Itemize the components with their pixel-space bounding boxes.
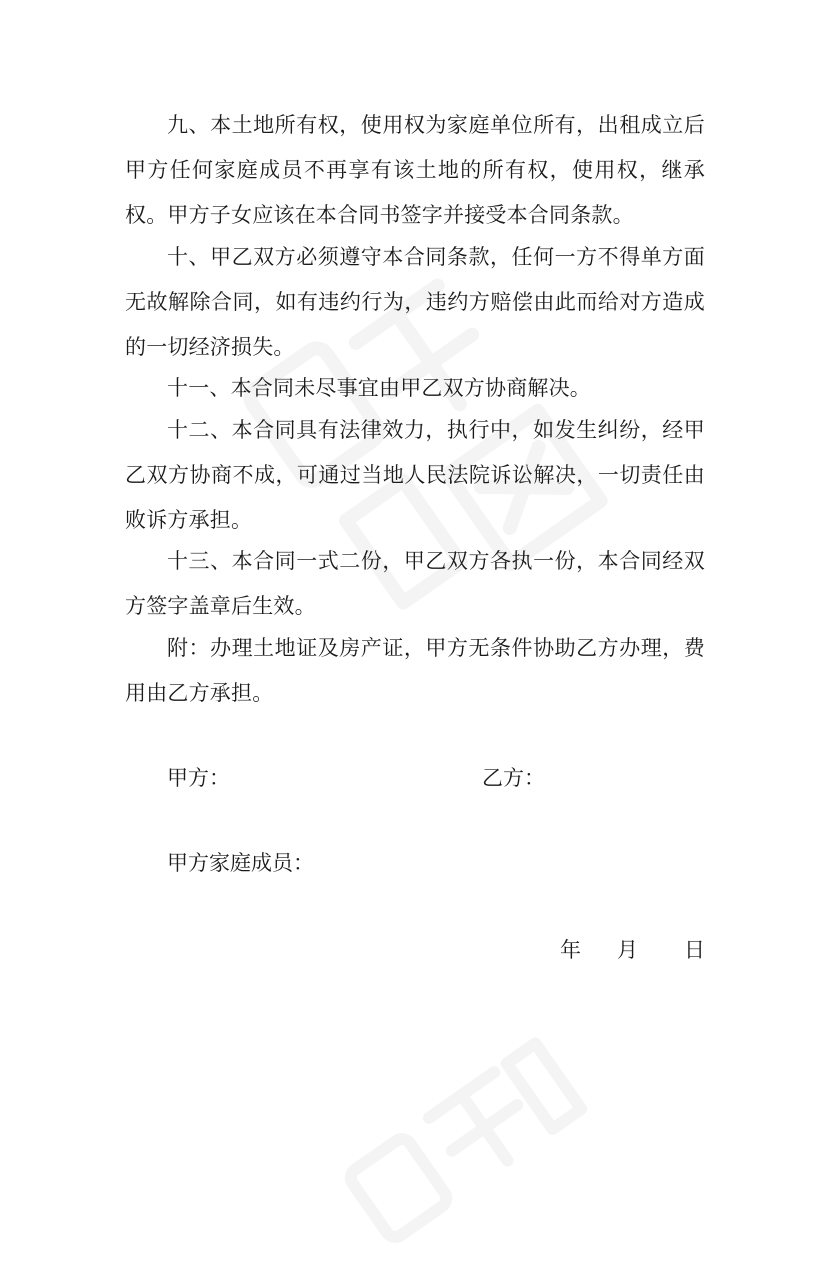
clause-9: 九、本土地所有权，使用权为家庭单位所有，出租成立后甲方任何家庭成员不再享有该土地的所有权，使用权，继承权。甲方子女应该在本合同书签字并接受本合同条款。 — [125, 113, 705, 227]
party-b-signature-label: 乙方： — [482, 766, 545, 790]
clause-11: 十一、本合同未尽事宜由甲乙双方协商解决。 — [167, 376, 591, 400]
clause-13: 十三、本合同一式二份，甲乙双方各执一份，本合同经双方签字盖章后生效。 — [125, 549, 705, 618]
clause-12: 十二、本合同具有法律效力，执行中，如发生纠纷，经甲乙双方协商不成，可通过当地人民法院诉讼解决，一切责任由败诉方承担。 — [125, 418, 705, 532]
watermark-logo-icon — [319, 1021, 601, 1268]
date-day-label: 日 — [684, 938, 705, 962]
appendix-clause: 附：办理土地证及房产证，甲方无条件协助乙方办理，费用由乙方承担。 — [125, 636, 705, 705]
clause-10: 十、甲乙双方必须遵守本合同条款，任何一方不得单方面无故解除合同，如有违约行为，违约方赔偿由此而给对方造成的一切经济损失。 — [125, 245, 705, 359]
date-month-label: 月 — [617, 938, 638, 962]
date-year-label: 年 — [560, 938, 581, 962]
party-a-family-signature-label: 甲方家庭成员： — [167, 851, 314, 875]
party-a-signature-label: 甲方： — [167, 766, 230, 790]
